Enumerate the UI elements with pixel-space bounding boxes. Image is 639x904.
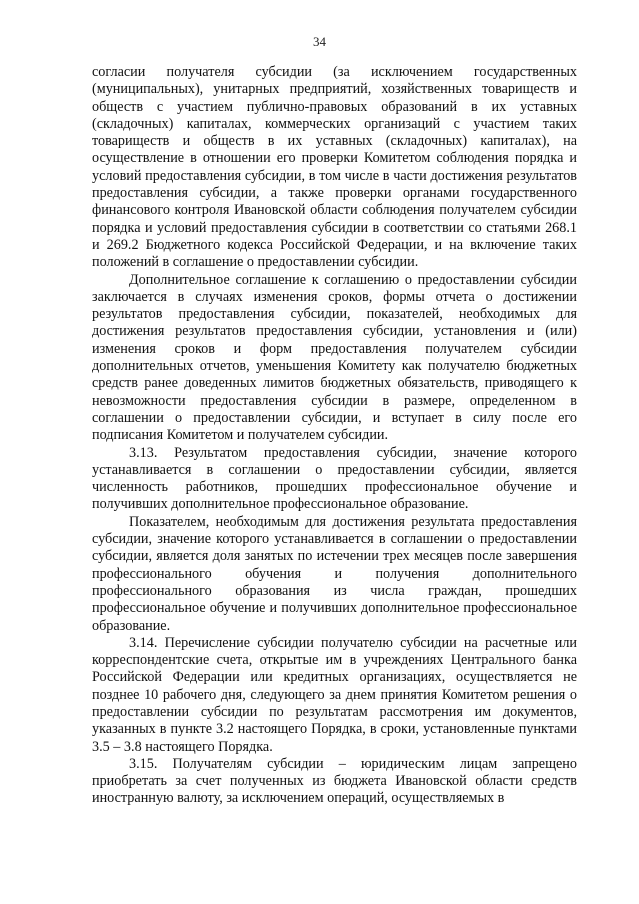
paragraph-3-14: 3.14. Перечисление субсидии получателю субсидии на расчетные или корреспондентские счета, открытые им в учреждениях Центрального банка Российской Федерации или кредитных организациях, осуществляется не позднее 10 рабочего дня, следующего за днем принятия Комитетом решения о предоставлении субсидии по результатам рассмотрения им документов, указанных в пункте 3.2 настоящего Порядка, в сроки, установленные пунктами 3.5 – 3.8 настоящего Порядка.	[92, 634, 577, 755]
page-number: 34	[313, 34, 326, 49]
paragraph-indicator: Показателем, необходимым для достижения результата предоставления субсидии, значение которого устанавливается в соглашении о предоставлении субсидии, является доля занятых по истечении трех месяцев после завершения профессионального обучения и получения дополнительного профессионального образования из числа граждан, прошедших профессиональное обучение и получивших дополнительное профессиональное образование.	[92, 513, 577, 634]
paragraph-additional-agreement: Дополнительное соглашение к соглашению о предоставлении субсидии заключается в случаях изменения сроков, формы отчета о достижении результатов предоставления субсидии, показателей, необходимых для достижения результатов предоставления субсидии, установления и (или) изменения сроков и форм предоставления получателем субсидии дополнительных отчетов, уменьшения Комитету как получателю бюджетных средств ранее доведенных лимитов бюджетных обязательств, приводящего к невозможности предоставления субсидии в размере, определенном в соглашении о предоставлении субсидии, и вступает в силу после его подписания Комитетом и получателем субсидии.	[92, 271, 577, 444]
paragraph-3-15: 3.15. Получателям субсидии – юридическим лицам запрещено приобретать за счет полученных из бюджета Ивановской области средств иностранную валюту, за исключением операций, осуществляемых в	[92, 755, 577, 807]
document-body	[92, 64, 577, 808]
paragraph-3-13: 3.13. Результатом предоставления субсидии, значение которого устанавливается в соглашении о предоставлении субсидии, является численность работников, прошедших профессиональное обучение и получивших дополнительное профессиональное образование.	[92, 444, 577, 513]
paragraph-consent-continuation: согласии получателя субсидии (за исключением государственных (муниципальных), унитарных предприятий, хозяйственных товариществ и обществ с участием публично-правовых образований в их уставных (складочных) капиталах, коммерческих организаций с участием таких товариществ и обществ в их уставных (складочных) капиталах), на осуществление в отношении его проверки Комитетом соблюдения порядка и условий предоставления субсидии, в том числе в части достижения результатов предоставления субсидии, а также проверки органами государственного финансового контроля Ивановской области соблюдения получателем субсидии порядка и условий предоставления субсидии в соответствии со статьями 268.1 и 269.2 Бюджетного кодекса Российской Федерации, и на включение таких положений в соглашение о предоставлении субсидии.	[92, 64, 577, 271]
